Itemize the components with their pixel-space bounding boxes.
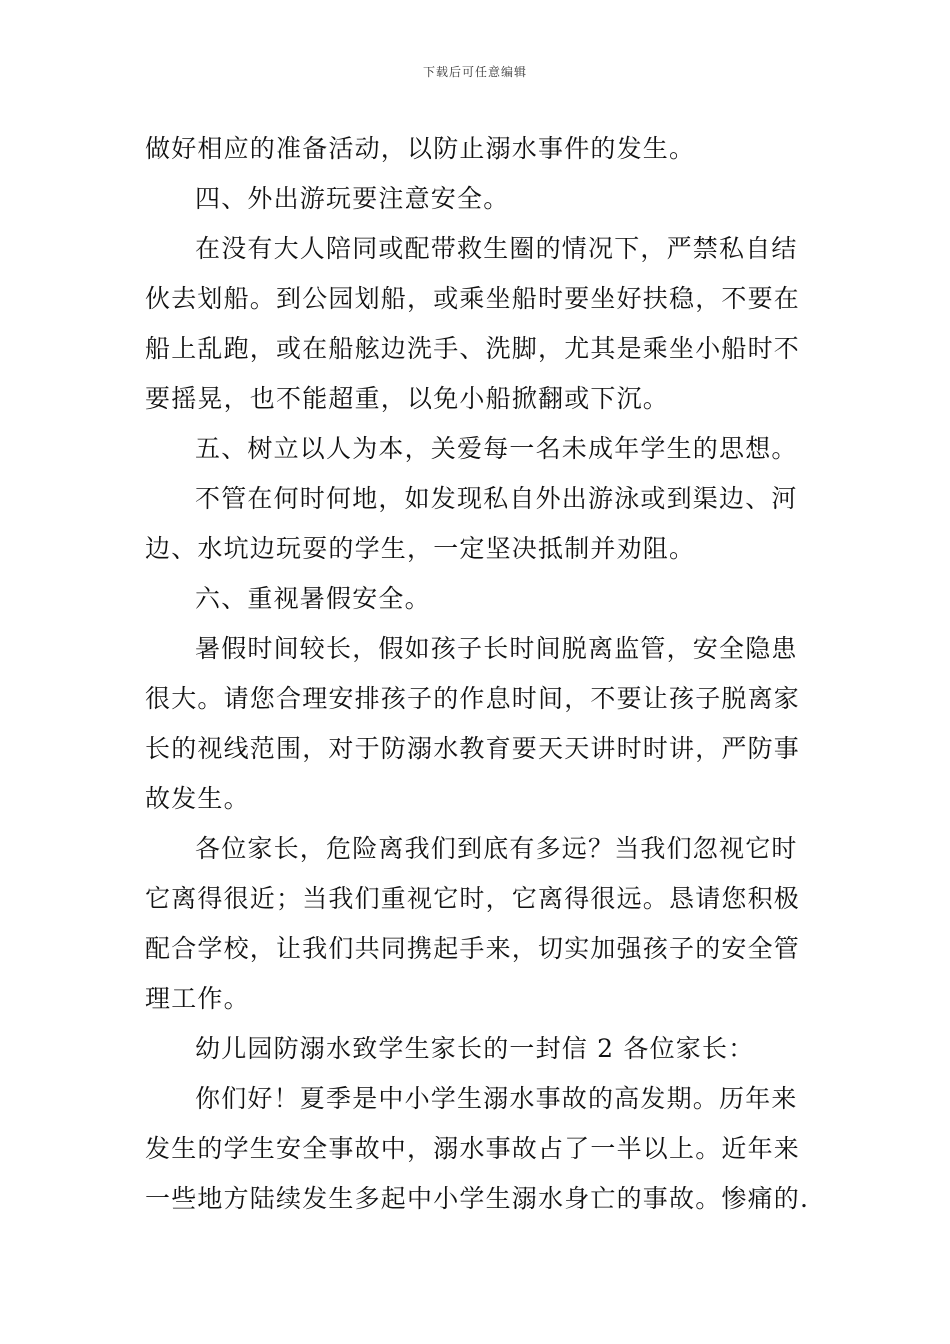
text-line: 你们好！夏季是中小学生溺水事故的高发期。历年来 bbox=[195, 1084, 798, 1113]
text-line: 很大。请您合理安排孩子的作息时间，不要让孩子脱离家 bbox=[145, 684, 801, 713]
text-line: 四、外出游玩要注意安全。 bbox=[195, 184, 510, 213]
text-line: 在没有大人陪同或配带救生圈的情况下，严禁私自结 bbox=[195, 234, 798, 263]
text-line: 理工作。 bbox=[145, 984, 250, 1013]
text-line: 船上乱跑，或在船舷边洗手、洗脚，尤其是乘坐小船时不 bbox=[145, 334, 801, 363]
text-line: 一些地方陆续发生多起中小学生溺水身亡的事故。惨痛的. bbox=[145, 1184, 810, 1213]
text-line: 发生的学生安全事故中，溺水事故占了一半以上。近年来 bbox=[145, 1134, 801, 1163]
text-line: 暑假时间较长，假如孩子长时间脱离监管，安全隐患 bbox=[195, 634, 798, 663]
text-line: 长的视线范围，对于防溺水教育要天天讲时时讲，严防事 bbox=[145, 734, 801, 763]
text-line: 不管在何时何地，如发现私自外出游泳或到渠边、河 bbox=[195, 484, 798, 513]
text-line: 五、树立以人为本，关爱每一名未成年学生的思想。 bbox=[195, 434, 798, 463]
text-line: 六、重视暑假安全。 bbox=[195, 584, 431, 613]
text-line: 各位家长，危险离我们到底有多远？当我们忽视它时 bbox=[195, 834, 798, 863]
text-line: 要摇晃，也不能超重，以免小船掀翻或下沉。 bbox=[145, 384, 670, 413]
text-line: 边、水坑边玩耍的学生，一定坚决抵制并劝阻。 bbox=[145, 534, 696, 563]
text-line: 做好相应的准备活动，以防止溺水事件的发生。 bbox=[145, 134, 696, 163]
document-body bbox=[145, 124, 815, 1224]
text-line: 它离得很近；当我们重视它时，它离得很远。恳请您积极 bbox=[145, 884, 801, 913]
text-line: 伙去划船。到公园划船，或乘坐船时要坐好扶稳，不要在 bbox=[145, 284, 801, 313]
page-header: 下载后可任意编辑 bbox=[422, 65, 527, 79]
text-line: 配合学校，让我们共同携起手来，切实加强孩子的安全管 bbox=[145, 934, 801, 963]
text-line: 故发生。 bbox=[145, 784, 250, 813]
text-line: 幼儿园防溺水致学生家长的一封信 2 各位家长： bbox=[195, 1034, 755, 1063]
